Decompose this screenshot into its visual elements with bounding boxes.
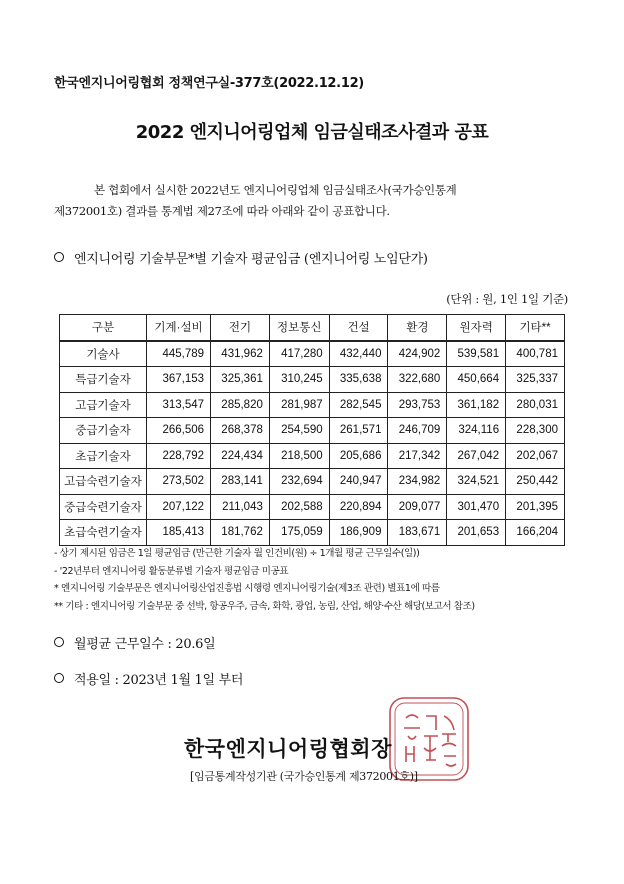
note-line: ** 기타 : 엔지니어링 기술부문 중 선박, 항공우주, 금속, 화학, 광업, 농림, 산업, 해양·수산 해당(보고서 참조) bbox=[54, 600, 475, 612]
table-cell: 324,521 bbox=[447, 469, 506, 495]
table-cell: 268,378 bbox=[211, 418, 270, 444]
section-heading bbox=[54, 248, 428, 267]
table-cell: 166,204 bbox=[506, 520, 565, 546]
section-title: 엔지니어링 기술부문*별 기술자 평균임금 (엔지니어링 노임단가) bbox=[74, 252, 428, 267]
table-row bbox=[60, 367, 565, 393]
table-cell: 240,947 bbox=[329, 469, 388, 495]
table-cell: 400,781 bbox=[506, 341, 565, 367]
table-cell: 361,182 bbox=[447, 392, 506, 418]
table-cell: 432,440 bbox=[329, 341, 388, 367]
effective-date-line bbox=[54, 669, 243, 688]
row-grade: 고급숙련기술자 bbox=[60, 469, 147, 495]
note-line: - '22년부터 엔지니어링 활동분류별 기술자 평균임금 미공표 bbox=[54, 565, 289, 577]
effective-date-text: 적용일 : 2023년 1월 1일 부터 bbox=[74, 673, 244, 688]
statistics-authority: [임금통계작성기관 (국가승인통계 제372001호)] bbox=[190, 770, 418, 783]
table-notes bbox=[54, 545, 594, 615]
note-line: - 상기 제시된 임금은 1일 평균임금 (만근한 기술자 월 인건비(원) ÷ 1개월 평균 근무일수(일)) bbox=[54, 548, 420, 559]
table-cell: 185,413 bbox=[147, 520, 211, 546]
table-cell: 254,590 bbox=[269, 418, 329, 444]
table-row bbox=[60, 520, 565, 546]
column-header: 구분 bbox=[60, 315, 147, 341]
table-cell: 217,342 bbox=[388, 443, 447, 469]
organization-signature: 한국엔지니어링협회장 bbox=[184, 736, 392, 761]
table-cell: 250,442 bbox=[506, 469, 565, 495]
table-row bbox=[60, 469, 565, 495]
wage-table bbox=[59, 314, 565, 546]
row-grade: 중급기술자 bbox=[60, 418, 147, 444]
table-cell: 224,434 bbox=[211, 443, 270, 469]
intro-paragraph bbox=[54, 180, 574, 222]
table-cell: 183,671 bbox=[388, 520, 447, 546]
column-header: 정보통신 bbox=[269, 315, 329, 341]
work-days-line bbox=[54, 633, 215, 652]
table-cell: 273,502 bbox=[147, 469, 211, 495]
table-cell: 175,059 bbox=[269, 520, 329, 546]
table-cell: 313,547 bbox=[147, 392, 211, 418]
table-cell: 201,653 bbox=[447, 520, 506, 546]
table-cell: 266,506 bbox=[147, 418, 211, 444]
table-cell: 261,571 bbox=[329, 418, 388, 444]
table-cell: 267,042 bbox=[447, 443, 506, 469]
note-line: * 엔지니어링 기술부문은 엔지니어링산업진흥법 시행령 엔지니어링기술(제3조 관련) 별표1에 따름 bbox=[54, 583, 440, 594]
table-cell: 202,067 bbox=[506, 443, 565, 469]
table-cell: 431,962 bbox=[211, 341, 270, 367]
row-grade: 초급숙련기술자 bbox=[60, 520, 147, 546]
table-cell: 228,300 bbox=[506, 418, 565, 444]
table-cell: 301,470 bbox=[447, 494, 506, 520]
column-header: 건설 bbox=[329, 315, 388, 341]
table-header-row bbox=[60, 315, 565, 341]
row-grade: 초급기술자 bbox=[60, 443, 147, 469]
table-cell: 322,680 bbox=[388, 367, 447, 393]
table-cell: 211,043 bbox=[211, 494, 270, 520]
column-header: 전기 bbox=[211, 315, 270, 341]
table-cell: 310,245 bbox=[269, 367, 329, 393]
table-row bbox=[60, 494, 565, 520]
intro-line-1-text: 본 협회에서 실시한 2022년도 엔지니어링업체 임금실태조사(국가승인통계 bbox=[94, 183, 457, 197]
table-cell: 234,982 bbox=[388, 469, 447, 495]
table-cell: 220,894 bbox=[329, 494, 388, 520]
table-cell: 232,694 bbox=[269, 469, 329, 495]
table-cell: 283,141 bbox=[211, 469, 270, 495]
column-header: 원자력 bbox=[447, 315, 506, 341]
work-days-text: 월평균 근무일수 : 20.6일 bbox=[74, 637, 216, 652]
table-cell: 207,122 bbox=[147, 494, 211, 520]
table-cell: 285,820 bbox=[211, 392, 270, 418]
table-cell: 293,753 bbox=[388, 392, 447, 418]
table-cell: 335,638 bbox=[329, 367, 388, 393]
table-cell: 367,153 bbox=[147, 367, 211, 393]
table-row bbox=[60, 392, 565, 418]
column-header: 기타** bbox=[506, 315, 565, 341]
table-cell: 205,686 bbox=[329, 443, 388, 469]
table-cell: 417,280 bbox=[269, 341, 329, 367]
table-cell: 280,031 bbox=[506, 392, 565, 418]
row-grade: 고급기술자 bbox=[60, 392, 147, 418]
table-row bbox=[60, 443, 565, 469]
table-cell: 228,792 bbox=[147, 443, 211, 469]
table-cell: 218,500 bbox=[269, 443, 329, 469]
table-cell: 325,361 bbox=[211, 367, 270, 393]
circle-bullet-icon bbox=[54, 637, 64, 647]
table-cell: 424,902 bbox=[388, 341, 447, 367]
row-grade: 기술사 bbox=[60, 341, 147, 367]
table-cell: 186,909 bbox=[329, 520, 388, 546]
document-header: 한국엔지니어링협회 정책연구실-377호(2022.12.12) bbox=[54, 76, 364, 91]
table-cell: 325,337 bbox=[506, 367, 565, 393]
table-cell: 445,789 bbox=[147, 341, 211, 367]
table-cell: 324,116 bbox=[447, 418, 506, 444]
table-cell: 539,581 bbox=[447, 341, 506, 367]
circle-bullet-icon bbox=[54, 252, 64, 262]
table-cell: 450,664 bbox=[447, 367, 506, 393]
table-row bbox=[60, 341, 565, 367]
column-header: 기계·설비 bbox=[147, 315, 211, 341]
table-cell: 181,762 bbox=[211, 520, 270, 546]
intro-line-2: 제372001호) 결과를 통계법 제27조에 따라 아래와 같이 공표합니다. bbox=[54, 204, 390, 218]
table-cell: 281,987 bbox=[269, 392, 329, 418]
table-cell: 202,588 bbox=[269, 494, 329, 520]
row-grade: 중급숙련기술자 bbox=[60, 494, 147, 520]
table-cell: 282,545 bbox=[329, 392, 388, 418]
row-grade: 특급기술자 bbox=[60, 367, 147, 393]
table-cell: 201,395 bbox=[506, 494, 565, 520]
intro-line-1 bbox=[54, 180, 574, 201]
column-header: 환경 bbox=[388, 315, 447, 341]
table-cell: 209,077 bbox=[388, 494, 447, 520]
table-row bbox=[60, 418, 565, 444]
unit-note: (단위 : 원, 1인 1일 기준) bbox=[446, 292, 568, 306]
table-cell: 246,709 bbox=[388, 418, 447, 444]
circle-bullet-icon bbox=[54, 673, 64, 683]
page-title: 2022 엔지니어링업체 임금실태조사결과 공표 bbox=[135, 122, 489, 143]
